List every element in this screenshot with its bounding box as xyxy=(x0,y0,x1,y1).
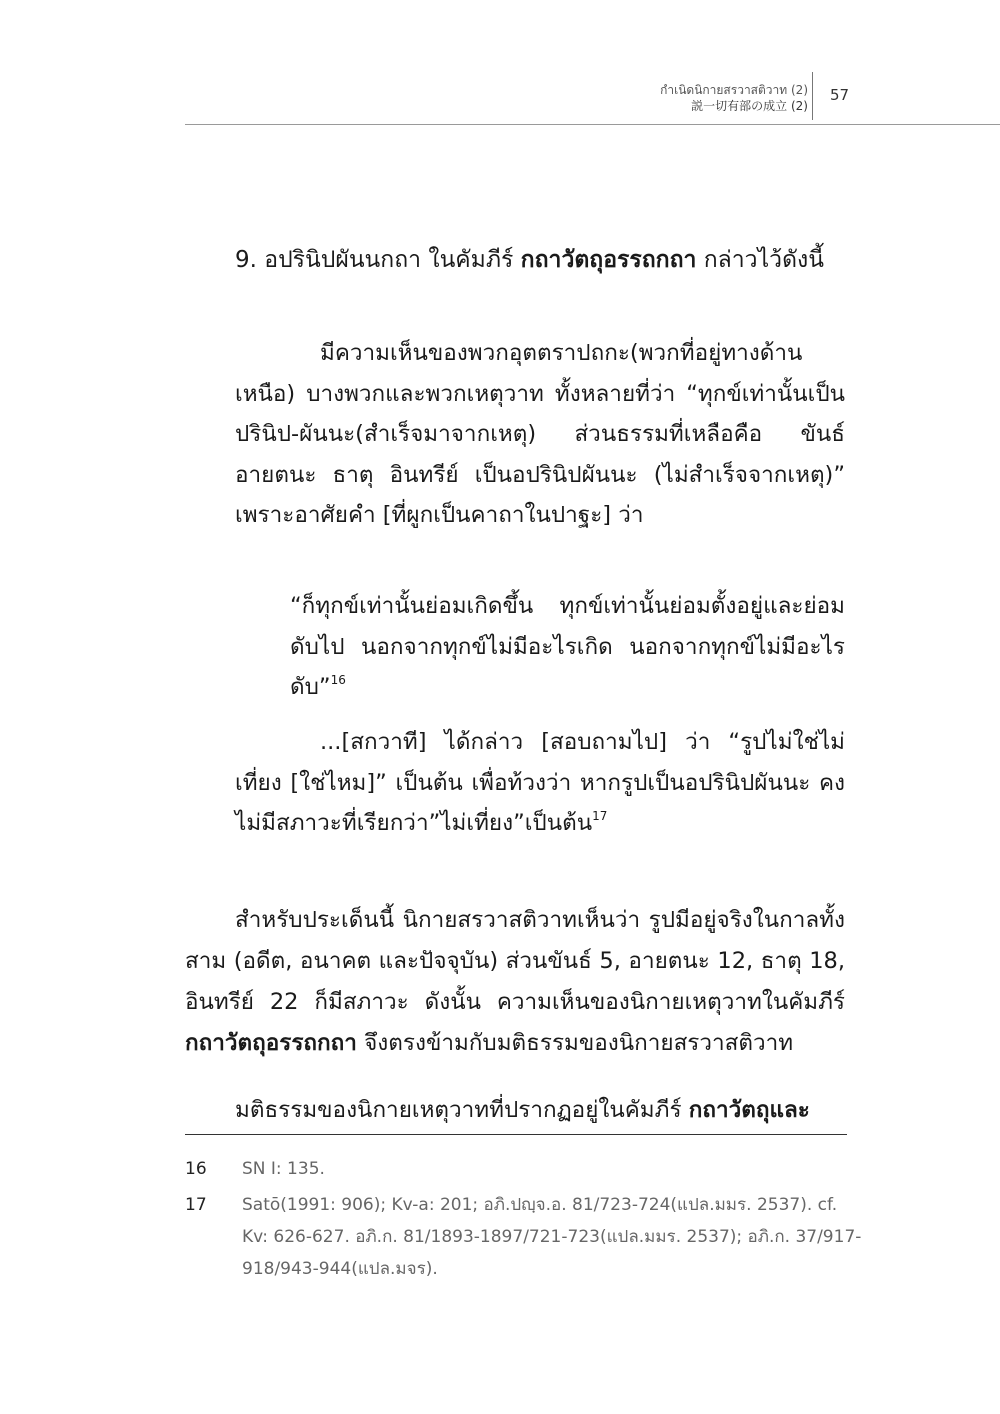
body-2-bold-title: กถาวัตถุและ xyxy=(688,1097,810,1123)
running-header xyxy=(660,82,808,114)
page-number: 57 xyxy=(830,86,850,104)
body-2-text: มติธรรมของนิกายเหตุวาทที่ปรากฏอยู่ในคัมภีร์ xyxy=(235,1097,689,1123)
footnote-text: Satō(1991: 906); Kv-a: 201; อภิ.ปญฺจ.อ. 81/723-724(แปล.มมร. 2537). cf. Kv: 626-627. อภิ.ก. 81/1893-1897/721-723(แปล.มมร. 2537); อภิ.ก. 37/917-918/943-944(แปล.มจร). xyxy=(242,1195,862,1279)
section-heading xyxy=(235,240,855,281)
heading-prefix: 9. อปรินิปผันนกถา ในคัมภีร์ xyxy=(235,247,521,273)
body-paragraph-1 xyxy=(185,900,845,1064)
footnote-number: 17 xyxy=(185,1195,207,1215)
footnote-ref-17[interactable]: 17 xyxy=(592,809,608,823)
body-paragraph-2 xyxy=(185,1090,845,1131)
footnote-number: 16 xyxy=(185,1159,207,1179)
quote-3-text: ...[สกวาที] ได้กล่าว [สอบถามไป] ว่า “รูปไม่ใช่ไม่เที่ยง [ใช่ไหม]” เป็นต้น เพื่อท้วงว่า หากรูปเป็นอปรินิปผันนะ คงไม่มีสภาวะที่เรียกว่า”ไม่เที่ยง”เป็นต้น xyxy=(235,729,845,836)
body-1-text: สำหรับประเด็นนี้ นิกายสรวาสติวาทเห็นว่า รูปมีอยู่จริงในกาลทั้งสาม (อดีต, อนาคต และปัจจุบัน) ส่วนขันธ์ 5, อายตนะ 12, ธาตุ 18, อินทรีย์ 22 ก็มีสภาวะ ดังนั้น ความเห็นของนิกายเหตุวาทในคัมภีร์ xyxy=(185,907,845,1015)
footnote-rule xyxy=(185,1134,847,1135)
header-title-japanese: 説一切有部の成立 (2) xyxy=(691,99,808,113)
header-divider xyxy=(812,72,813,120)
body-1-tail: จึงตรงข้ามกับมติธรรมของนิกายสรวาสติวาท xyxy=(356,1030,794,1056)
header-rule xyxy=(185,124,1000,125)
body-1-bold-title: กถาวัตถุอรรถกถา xyxy=(185,1030,357,1056)
quote-2-text: “ก็ทุกข์เท่านั้นย่อมเกิดขึ้น ทุกข์เท่านั้นย่อมตั้งอยู่และย่อมดับไป นอกจากทุกข์ไม่มีอะไรเกิด นอกจากทุกข์ไม่มีอะไรดับ” xyxy=(290,593,845,700)
footnote-text: SN I: 135. xyxy=(242,1159,325,1179)
quote-paragraph-1: มีความเห็นของพวกอุตตราปถกะ(พวกที่อยู่ทางด้านเหนือ) บางพวกและพวกเหตุวาท ทั้งหลายที่ว่า “ทุกข์เท่านั้นเป็นปรินิป-ผันนะ(สำเร็จมาจากเหตุ) ส่วนธรรมที่เหลือคือ ขันธ์ อายตนะ ธาตุ อินทรีย์ เป็นอปรินิปผันนะ (ไม่สำเร็จจากเหตุ)” เพราะอาศัยคำ [ที่ผูกเป็นคาถาในปาฐะ] ว่า xyxy=(235,340,845,528)
quote-paragraph-3 xyxy=(235,722,845,844)
header-title-thai: กำเนิดนิกายสรวาสติวาท (2) xyxy=(660,83,808,97)
footnote-ref-16[interactable]: 16 xyxy=(330,673,346,687)
quote-paragraph-2 xyxy=(290,586,845,708)
heading-bold-title: กถาวัตถุอรรถกถา xyxy=(520,247,697,273)
heading-suffix: กล่าวไว้ดังนี้ xyxy=(696,247,824,273)
